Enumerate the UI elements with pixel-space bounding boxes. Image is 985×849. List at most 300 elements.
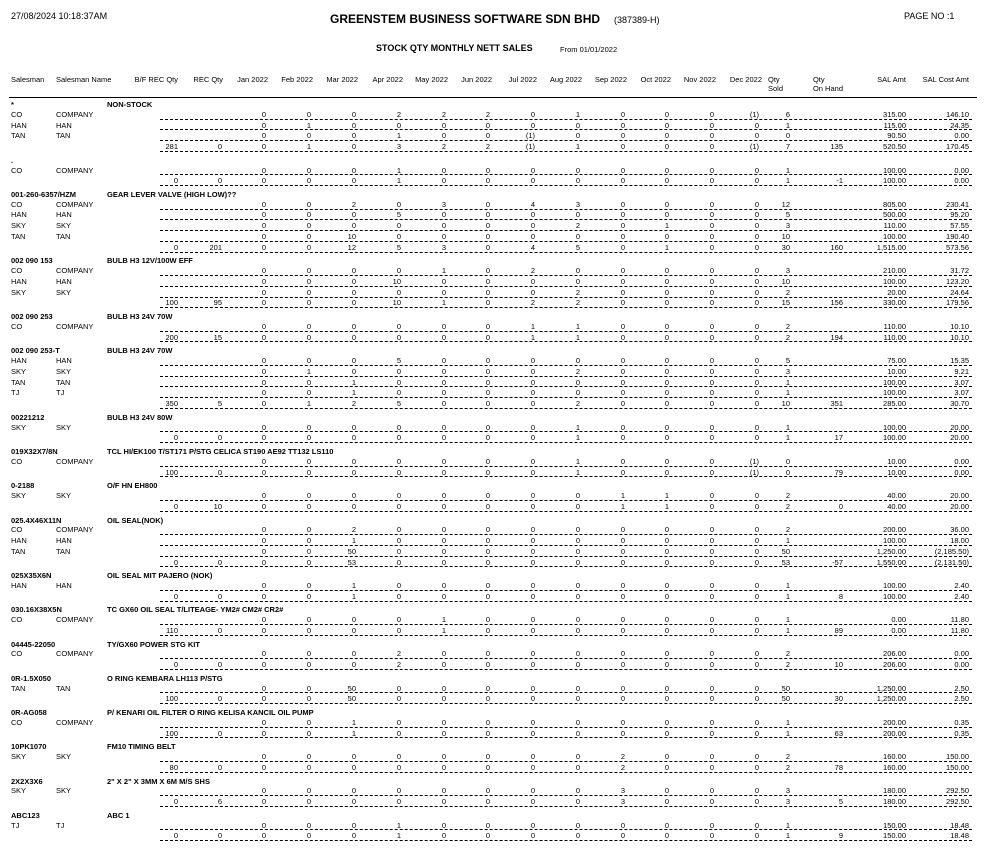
- total-value: 0: [620, 728, 625, 738]
- row-value: 0: [664, 752, 669, 762]
- row-value: 0: [575, 752, 580, 762]
- row-value: 0: [575, 276, 580, 286]
- row-value: 100.00: [883, 536, 906, 546]
- salesman-name: SKY: [56, 422, 72, 432]
- total-value: -57: [832, 557, 843, 567]
- total-value: 0: [306, 660, 311, 670]
- row-value: 0: [261, 683, 266, 693]
- company-name: GREENSTEM BUSINESS SOFTWARE SDN BHD: [330, 12, 601, 26]
- total-value: 0: [217, 142, 222, 152]
- total-value: 200: [165, 332, 178, 342]
- row-value: 500.00: [883, 210, 906, 220]
- row-value: 0: [664, 820, 669, 830]
- total-value: 1: [785, 433, 790, 443]
- row-value: 11.80: [950, 615, 969, 625]
- total-divider: [160, 476, 972, 477]
- total-value: 1: [441, 625, 446, 635]
- total-value: 0: [306, 762, 311, 772]
- row-value: 95.20: [950, 210, 969, 220]
- row-value: 0: [575, 717, 580, 727]
- total-value: 110: [166, 625, 178, 635]
- total-value: 0: [530, 728, 535, 738]
- total-value: 194: [830, 332, 843, 342]
- total-value: 40.00: [887, 501, 906, 511]
- row-value: 0: [664, 717, 669, 727]
- row-value: 0: [530, 536, 535, 546]
- item-description: O/F HN EH800: [107, 481, 158, 491]
- total-value: 0: [261, 298, 266, 308]
- total-value: 5: [838, 797, 843, 807]
- total-value: 0: [709, 399, 714, 409]
- item-description: BULB H3 24V 70W: [107, 312, 173, 322]
- row-value: 0: [441, 356, 446, 366]
- total-value: 0: [173, 831, 178, 841]
- row-value: 3: [785, 366, 790, 376]
- item-code: *: [11, 100, 14, 109]
- total-value: 1: [785, 831, 790, 841]
- row-value: 0: [306, 321, 311, 331]
- total-value: 50: [781, 694, 790, 704]
- salesman-name: COMPANY: [56, 525, 94, 535]
- total-value: 0: [530, 831, 535, 841]
- total-value: 89: [834, 625, 843, 635]
- row-value: 0: [754, 377, 759, 387]
- salesman-name: COMPANY: [56, 199, 94, 209]
- total-value: 0: [620, 399, 625, 409]
- row-value: 50: [347, 546, 356, 556]
- row-value: 10.10: [950, 321, 969, 331]
- row-value: 40.00: [887, 491, 906, 501]
- row-value: 0: [664, 786, 669, 796]
- total-value: 0: [396, 797, 401, 807]
- salesman-name: COMPANY: [56, 615, 94, 625]
- row-value: 0: [620, 120, 625, 130]
- row-value: 0: [709, 683, 714, 693]
- row-divider: [160, 219, 972, 220]
- salesman-code: CO: [11, 717, 23, 727]
- row-value: 0: [620, 649, 625, 659]
- row-value: 24.64: [950, 287, 969, 297]
- row-value: 1: [575, 109, 580, 119]
- total-value: 0.35: [954, 728, 969, 738]
- row-value: 10: [781, 276, 790, 286]
- item-code: 002 090 253-T: [11, 346, 60, 356]
- column-header: Oct 2022: [640, 75, 671, 84]
- total-value: 0: [838, 501, 843, 511]
- total-value: 0: [217, 625, 222, 635]
- total-value: 330.00: [883, 298, 906, 308]
- total-value: 0: [485, 501, 490, 511]
- row-value: 0: [530, 422, 535, 432]
- total-value: 0: [485, 298, 490, 308]
- total-value: 0: [664, 467, 669, 477]
- row-value: 0: [396, 717, 401, 727]
- row-value: 0: [664, 388, 669, 398]
- total-value: 0: [485, 433, 490, 443]
- total-value: 2: [620, 762, 625, 772]
- row-value: 2: [785, 287, 790, 297]
- row-value: 0: [664, 683, 669, 693]
- total-divider: [160, 511, 972, 512]
- row-value: 0: [709, 820, 714, 830]
- total-value: 0: [709, 298, 714, 308]
- total-value: 0: [664, 176, 669, 186]
- row-value: 0: [306, 525, 311, 535]
- total-value: 0: [441, 557, 446, 567]
- total-value: 1: [396, 831, 401, 841]
- company-reg-no: (387389-H): [614, 15, 660, 25]
- total-value: 2: [575, 298, 580, 308]
- total-value: 1: [575, 467, 580, 477]
- total-value: 0: [261, 467, 266, 477]
- row-value: 110.00: [883, 221, 906, 231]
- row-value: 0: [396, 525, 401, 535]
- row-value: 0: [351, 456, 356, 466]
- row-value: 0: [530, 683, 535, 693]
- total-value: 0: [485, 399, 490, 409]
- total-value: 0: [530, 694, 535, 704]
- row-value: 0: [664, 120, 669, 130]
- row-value: 0: [620, 109, 625, 119]
- total-value: 1: [351, 728, 356, 738]
- row-value: 0: [620, 536, 625, 546]
- total-value: 30.70: [950, 399, 969, 409]
- row-value: 0: [530, 287, 535, 297]
- total-value: 0: [306, 625, 311, 635]
- row-value: 2: [785, 321, 790, 331]
- total-value: 0: [485, 332, 490, 342]
- row-value: 0: [754, 422, 759, 432]
- row-divider: [160, 331, 972, 332]
- row-value: 0: [709, 231, 714, 241]
- row-value: 1: [351, 388, 356, 398]
- row-value: 0: [261, 649, 266, 659]
- total-value: 0: [485, 591, 490, 601]
- total-value: 150.00: [883, 831, 906, 841]
- total-value: 0: [664, 298, 669, 308]
- row-value: 0: [709, 422, 714, 432]
- total-value: 0.00: [954, 467, 969, 477]
- salesman-code: SKY: [11, 786, 27, 796]
- row-value: 0: [664, 536, 669, 546]
- salesman-code: TJ: [11, 388, 20, 398]
- total-value: 1: [575, 332, 580, 342]
- row-value: 0: [351, 786, 356, 796]
- row-value: 0: [754, 388, 759, 398]
- row-value: 0: [575, 786, 580, 796]
- row-value: 0: [261, 786, 266, 796]
- row-value: 0: [485, 388, 490, 398]
- total-value: 0: [351, 433, 356, 443]
- row-divider: [160, 658, 972, 659]
- total-value: 63: [834, 728, 843, 738]
- item-description: TC GX60 OIL SEAL T/LITEAGE- YM2# CM2# CR2#: [107, 605, 284, 615]
- row-value: 0: [351, 165, 356, 175]
- row-value: 2: [441, 109, 446, 119]
- total-value: 0: [396, 433, 401, 443]
- total-value: 0: [217, 831, 222, 841]
- total-value: 0: [664, 660, 669, 670]
- row-value: 0: [485, 456, 490, 466]
- column-header: Jun 2022: [461, 75, 492, 84]
- row-value: 1: [785, 165, 790, 175]
- row-value: 0: [664, 456, 669, 466]
- row-value: 0: [351, 321, 356, 331]
- row-value: 0: [620, 717, 625, 727]
- row-value: 0: [306, 165, 311, 175]
- total-value: 0: [217, 557, 222, 567]
- row-value: 0: [396, 321, 401, 331]
- row-value: 0: [396, 683, 401, 693]
- row-value: 1: [785, 377, 790, 387]
- item-code: 002 090 253: [11, 312, 53, 322]
- row-value: 0: [709, 649, 714, 659]
- total-value: 0: [261, 176, 266, 186]
- row-value: 1: [351, 581, 356, 591]
- item-description: P/ KENARI OIL FILTER O RING KELISA KANCIL OIL PUMP: [107, 708, 314, 718]
- total-value: 0: [306, 467, 311, 477]
- row-value: 0: [754, 752, 759, 762]
- row-value: 50: [781, 546, 790, 556]
- total-value: 0: [754, 591, 759, 601]
- total-value: 0: [485, 625, 490, 635]
- total-value: 0: [261, 501, 266, 511]
- total-divider: [160, 806, 972, 807]
- row-value: 0: [261, 536, 266, 546]
- row-divider: [160, 431, 972, 432]
- row-value: 0: [620, 131, 625, 141]
- row-value: 0: [306, 615, 311, 625]
- total-value: 100.00: [883, 591, 906, 601]
- row-divider: [160, 140, 972, 141]
- row-value: 0: [261, 491, 266, 501]
- total-value: 0: [351, 660, 356, 670]
- row-divider: [160, 624, 972, 625]
- salesman-code: CO: [11, 165, 23, 175]
- row-value: 0: [709, 456, 714, 466]
- row-value: 2: [396, 109, 401, 119]
- row-value: 0: [485, 276, 490, 286]
- row-value: 180.00: [883, 786, 906, 796]
- row-value: 1: [396, 820, 401, 830]
- row-value: 0: [261, 199, 266, 209]
- row-value: 100.00: [883, 388, 906, 398]
- row-value: 0: [709, 786, 714, 796]
- row-value: 0: [664, 266, 669, 276]
- item-code: 0R-1.5X050: [11, 673, 52, 683]
- row-value: 206.00: [883, 649, 906, 659]
- row-value: 0: [620, 165, 625, 175]
- row-value: 0: [351, 120, 356, 130]
- total-value: 150.00: [946, 762, 969, 772]
- row-value: 0: [485, 525, 490, 535]
- total-value: 0: [217, 591, 222, 601]
- row-value: 2: [351, 525, 356, 535]
- total-value: 179.56: [946, 298, 969, 308]
- total-value: -1: [836, 176, 843, 186]
- row-value: 0: [261, 356, 266, 366]
- total-value: 0: [485, 242, 490, 252]
- row-value: 0: [530, 377, 535, 387]
- salesman-name: TJ: [56, 820, 65, 830]
- row-value: 1: [664, 491, 669, 501]
- row-value: 3: [785, 266, 790, 276]
- total-value: 0: [754, 831, 759, 841]
- row-value: 0: [754, 321, 759, 331]
- total-value: 1: [664, 242, 669, 252]
- total-divider: [160, 635, 972, 636]
- row-value: 0: [620, 356, 625, 366]
- total-value: 0: [620, 142, 625, 152]
- total-value: 2: [530, 298, 535, 308]
- row-value: 0: [441, 210, 446, 220]
- row-value: 0: [754, 536, 759, 546]
- row-value: 0: [306, 287, 311, 297]
- row-value: 0: [485, 683, 490, 693]
- row-value: 1: [785, 388, 790, 398]
- row-value: 1: [785, 120, 790, 130]
- row-value: 0: [261, 525, 266, 535]
- row-value: 5: [396, 210, 401, 220]
- column-header: Jul 2022: [508, 75, 537, 84]
- row-value: 0: [530, 120, 535, 130]
- total-value: 0: [620, 557, 625, 567]
- row-value: 0: [575, 546, 580, 556]
- row-value: 190.40: [946, 231, 969, 241]
- row-value: 0: [396, 491, 401, 501]
- row-value: 0: [396, 199, 401, 209]
- total-value: 0: [664, 625, 669, 635]
- total-value: 2.50: [954, 694, 969, 704]
- row-value: 0: [261, 546, 266, 556]
- row-value: 0: [485, 786, 490, 796]
- print-datetime: 27/08/2024 10:18:37AM: [11, 11, 108, 21]
- row-value: 0: [306, 210, 311, 220]
- row-value: 0: [709, 536, 714, 546]
- row-value: 0: [530, 786, 535, 796]
- row-value: 9.21: [954, 366, 969, 376]
- column-header: Dec 2022: [729, 75, 762, 84]
- total-value: 2: [575, 399, 580, 409]
- total-value: 0: [351, 298, 356, 308]
- row-value: 1: [575, 456, 580, 466]
- total-value: 0: [261, 660, 266, 670]
- total-value: 0: [709, 433, 714, 443]
- row-value: 0: [754, 165, 759, 175]
- total-value: 0: [261, 694, 266, 704]
- row-value: 0: [485, 581, 490, 591]
- row-value: 0: [620, 820, 625, 830]
- row-divider: [160, 829, 972, 830]
- total-value: 0: [664, 399, 669, 409]
- total-value: 0: [485, 467, 490, 477]
- row-divider: [160, 692, 972, 693]
- row-value: 0: [485, 165, 490, 175]
- row-value: 0: [306, 422, 311, 432]
- total-value: 0: [351, 625, 356, 635]
- row-value: 0: [396, 536, 401, 546]
- total-value: 100: [165, 467, 178, 477]
- total-value: 79: [834, 467, 843, 477]
- row-value: 0: [441, 388, 446, 398]
- row-value: 0: [485, 199, 490, 209]
- row-value: 0: [261, 287, 266, 297]
- row-value: 0: [306, 356, 311, 366]
- row-value: 0: [785, 456, 790, 466]
- row-value: 1: [575, 321, 580, 331]
- row-value: 0: [396, 422, 401, 432]
- row-value: 18.00: [950, 536, 969, 546]
- row-value: 0: [351, 356, 356, 366]
- row-value: 200.00: [883, 525, 906, 535]
- total-value: 0: [664, 797, 669, 807]
- row-value: 0: [396, 456, 401, 466]
- row-value: 0: [351, 366, 356, 376]
- column-header: Apr 2022: [372, 75, 403, 84]
- total-value: 0: [261, 242, 266, 252]
- row-value: 0: [441, 786, 446, 796]
- row-value: 2: [351, 199, 356, 209]
- total-value: 0: [530, 176, 535, 186]
- row-value: 50: [347, 683, 356, 693]
- row-value: 0: [306, 456, 311, 466]
- row-value: 0: [664, 199, 669, 209]
- row-value: 123.20: [946, 276, 969, 286]
- total-value: 0: [575, 625, 580, 635]
- row-value: 100.00: [883, 422, 906, 432]
- row-value: 0: [709, 165, 714, 175]
- row-value: 1: [351, 717, 356, 727]
- total-value: 0: [173, 591, 178, 601]
- column-header: Nov 2022: [683, 75, 716, 84]
- row-value: 0: [441, 287, 446, 297]
- row-value: 0.00: [954, 131, 969, 141]
- total-value: 0: [709, 797, 714, 807]
- row-value: 0: [351, 276, 356, 286]
- row-divider: [160, 466, 972, 467]
- row-divider: [160, 761, 972, 762]
- row-value: 0.00: [891, 615, 906, 625]
- salesman-name: COMPANY: [56, 266, 94, 276]
- column-header: Jan 2022: [237, 75, 268, 84]
- row-value: 0: [709, 615, 714, 625]
- item-description: TCL HI/EK100 T/ST171 P/STG CELICA ST190 AE92 TT132 LS110: [107, 447, 334, 457]
- row-value: 0: [441, 422, 446, 432]
- total-divider: [160, 341, 972, 342]
- total-divider: [160, 601, 972, 602]
- row-value: 100.00: [883, 377, 906, 387]
- row-divider: [160, 590, 972, 591]
- row-value: 0: [306, 786, 311, 796]
- row-value: 0: [709, 210, 714, 220]
- total-value: 0: [575, 728, 580, 738]
- total-value: 0: [530, 399, 535, 409]
- item-code: ABC123: [11, 810, 40, 820]
- row-divider: [160, 119, 972, 120]
- row-value: 0: [575, 536, 580, 546]
- total-value: 1,515.00: [876, 242, 906, 252]
- total-value: 2: [396, 660, 401, 670]
- total-value: 3: [396, 142, 401, 152]
- row-value: 0: [351, 131, 356, 141]
- total-value: 0: [217, 176, 222, 186]
- row-value: 2: [575, 221, 580, 231]
- salesman-name: COMPANY: [56, 717, 94, 727]
- item-description: ABC 1: [107, 810, 130, 820]
- item-code: 001-260-6357/HZM: [11, 189, 77, 199]
- total-value: 0: [441, 660, 446, 670]
- row-value: 0: [441, 683, 446, 693]
